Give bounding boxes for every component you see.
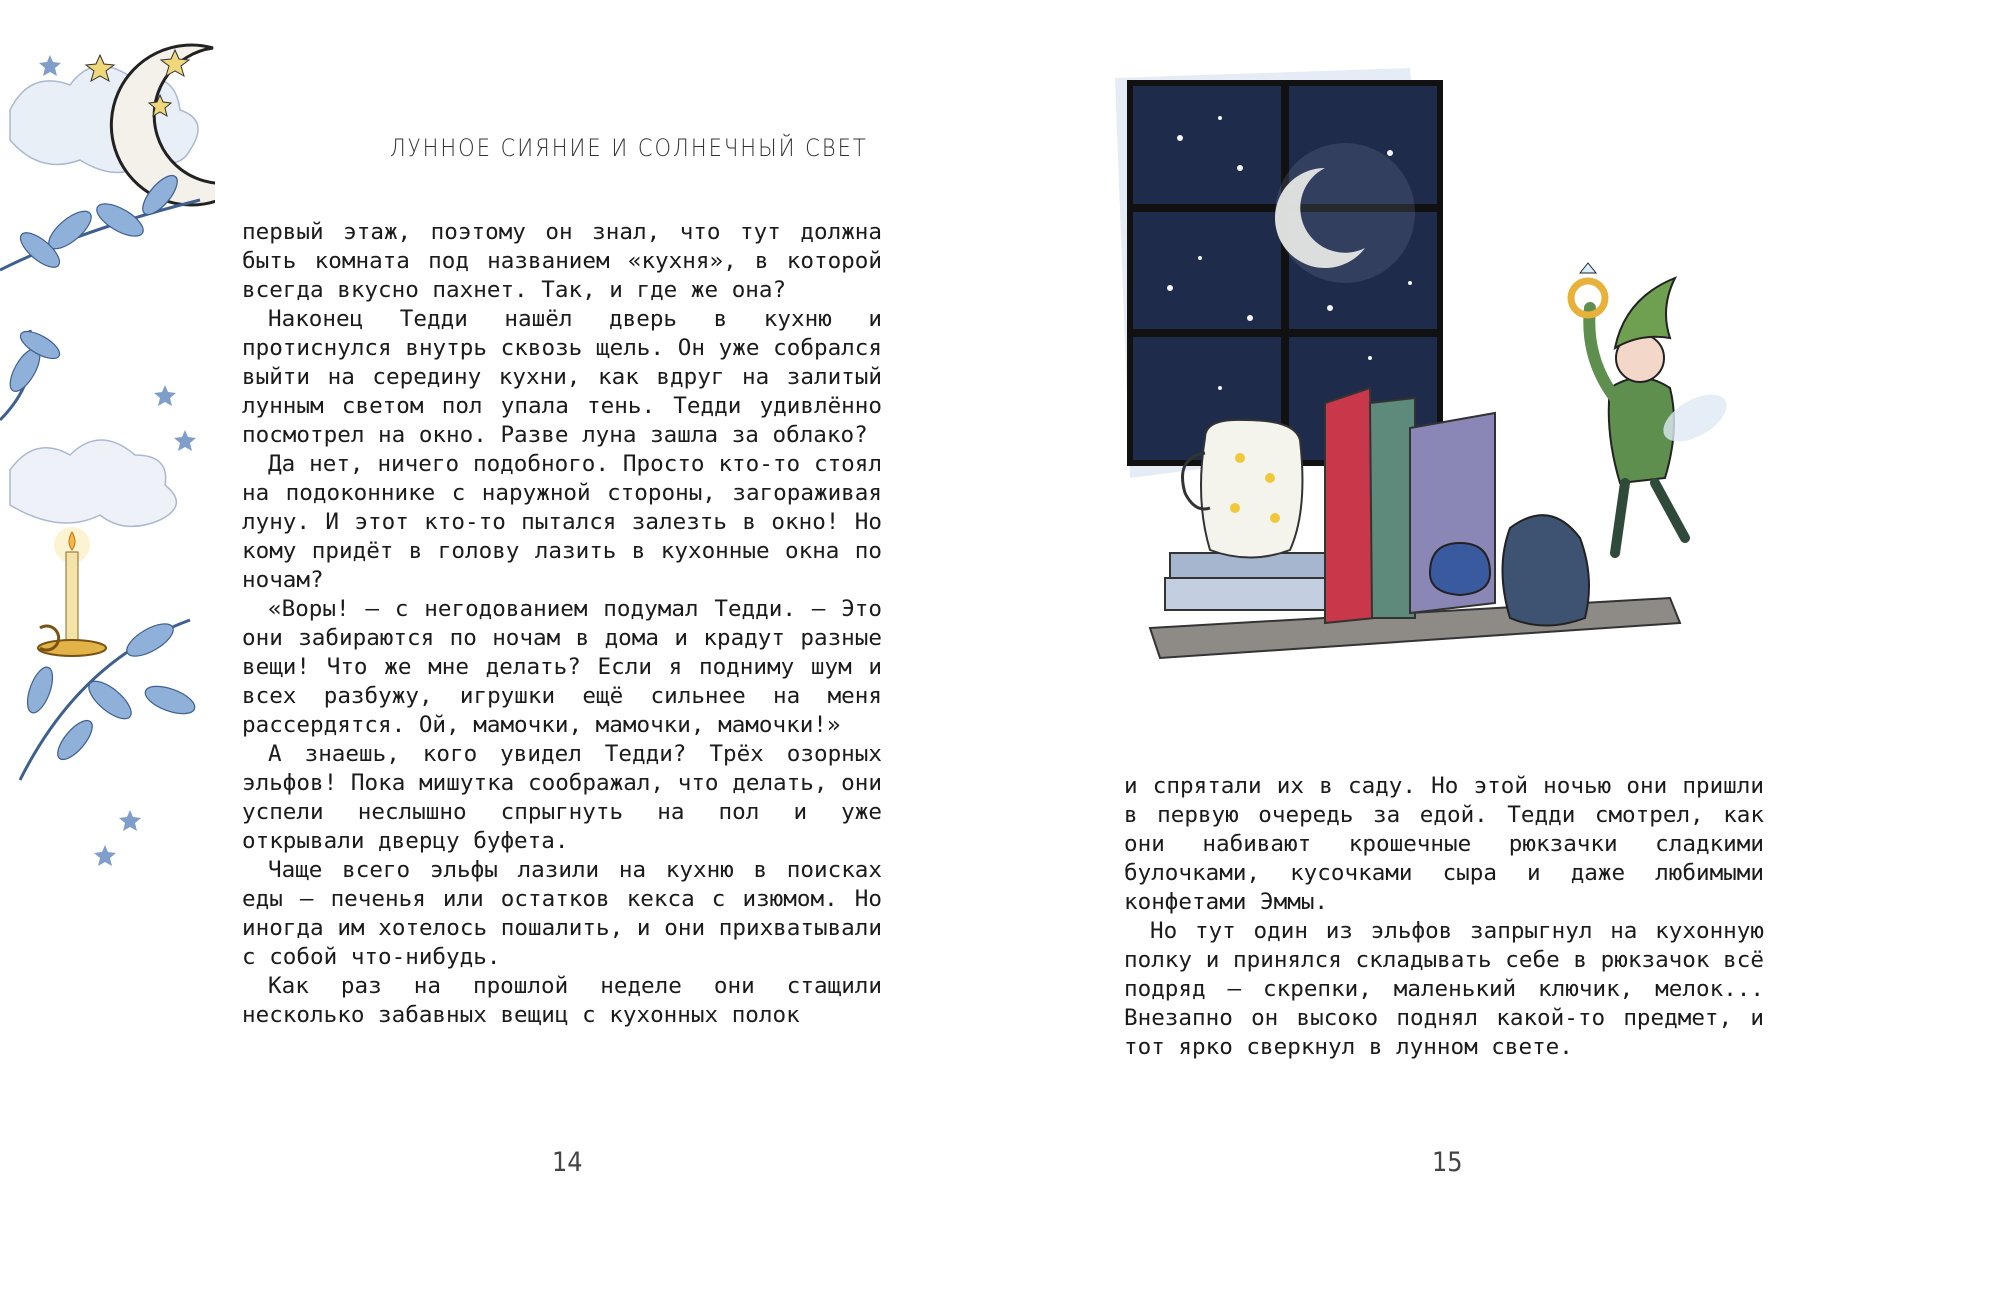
right-page-text [1124,772,1764,1062]
window-elf-illustration [1110,58,1810,748]
running-title: ЛУННОЕ СИЯНИЕ И СОЛНЕЧНЫЙ СВЕТ [390,134,868,162]
right-page [1000,0,2000,1292]
paragraph: Чаще всего эльфы лазили на кухню в поисках еды – печенья или остатков кекса с изюмом. Но иногда им хотелось пошалить, и они прихватывали с собой что-нибудь. [242,857,882,970]
paragraph: первый этаж, поэтому он знал, что тут должна быть комната под названием «кухня», в которой всегда вкусно пахнет. Так, и где же она? [242,219,882,303]
cloud-icon [10,66,198,526]
paragraph: и спрятали их в саду. Но этой ночью они пришли в первую очередь за едой. Тедди смотрел, как они набивают крошечные рюкзачки сладкими булочками, кусочками сыра и даже любимыми конфетами Эммы. [1124,773,1764,915]
page-number: 15 [1432,1146,1463,1178]
paragraph: «Воры! – с негодованием подумал Тедди. – Это они забираются по ночам в дома и крадут разные вещи! Что же мне делать? Если я подниму шум и всех разбужу, игрушки ещё сильнее на меня рассердятся. Ой, мамочки, мамочки, мамочки!» [242,596,882,738]
night-decoration [0,0,215,900]
paragraph: Да нет, ничего подобного. Просто кто-то стоял на подоконнике с наружной стороны, загораживая луну. И этот кто-то пытался залезть в окно! Но кому придёт в голову лазить в кухонные окна по ночам? [242,451,882,593]
page-number: 14 [552,1146,583,1178]
paragraph: А знаешь, кого увидел Тедди? Трёх озорных эльфов! Пока мишутка соображал, что делать, они успели неслышно спрыгнуть на пол и уже открывали дверцу буфета. [242,741,882,854]
paragraph: Но тут один из эльфов запрыгнул на кухонную полку и принялся складывать себе в рюкзачок всё подряд – скрепки, маленький ключик, мелок... Внезапно он высоко поднял какой-то предмет, и тот ярко сверкнул в лунном свете. [1124,918,1764,1060]
paragraph: Наконец Тедди нашёл дверь в кухню и протиснулся внутрь сквозь щель. Он уже собрался выйти на середину кухни, как вдруг на залитый лунным светом пол упала тень. Тедди удивлённо посмотрел на окно. Разве луна зашла за облако? [242,306,882,448]
candle-icon [38,527,106,656]
paragraph: Как раз на прошлой неделе они стащили несколько забавных вещиц с кухонных полок [242,973,882,1028]
left-page-text [242,218,882,1030]
